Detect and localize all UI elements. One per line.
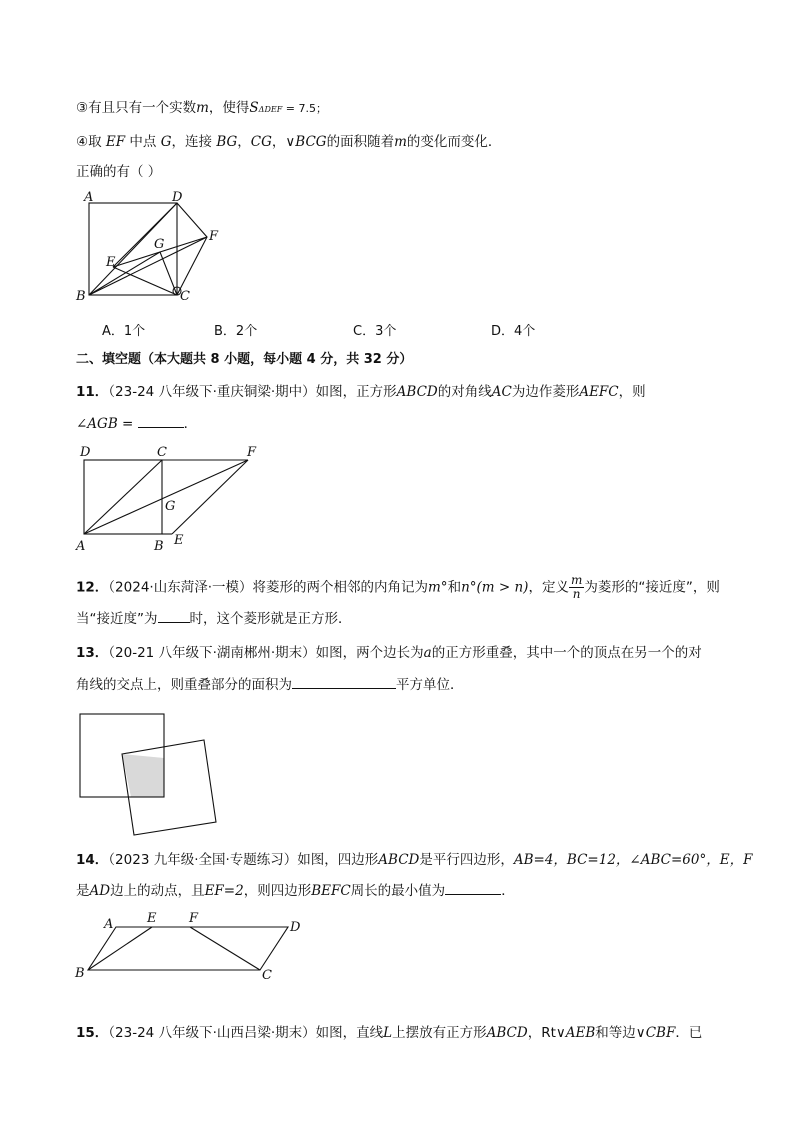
text: ，则四边形	[243, 883, 312, 899]
var: ABCD	[396, 384, 438, 400]
text: ③有且只有一个实数	[76, 100, 197, 116]
label-D: D	[290, 920, 301, 935]
source: （2024·山东菏泽·一模）	[108, 579, 253, 596]
option-d: D．4个	[491, 324, 536, 339]
q14-figure	[72, 908, 312, 983]
q10-item-4	[76, 132, 501, 152]
label-E: E	[147, 911, 157, 926]
var: ∨BCG	[285, 134, 327, 150]
text: 和等边∨	[595, 1025, 646, 1041]
text: 上摆放有正方形	[392, 1025, 487, 1041]
var: a	[423, 645, 432, 661]
source: （23-24 八年级下·重庆铜梁·期中）	[108, 384, 316, 400]
text: 和	[447, 579, 462, 596]
text: =	[117, 416, 138, 432]
var: G	[160, 134, 172, 150]
var-m: m	[196, 100, 209, 116]
label-C: C	[157, 445, 167, 460]
question-number: 15．	[76, 1025, 109, 1041]
text: 平方单位．	[396, 677, 464, 693]
text: ，使得	[208, 100, 250, 116]
fraction	[569, 574, 584, 601]
text: 边上的动点，且	[110, 883, 205, 899]
var: AEFC	[579, 384, 619, 400]
label-B: B	[154, 539, 164, 554]
text: ．	[501, 883, 515, 899]
text: 如图，直线	[315, 1025, 384, 1041]
text: 将菱形的两个相邻的内角记为	[252, 579, 428, 596]
var: ABCD	[486, 1025, 528, 1041]
text: 的正方形重叠，其中一个的顶点在另一个的对	[431, 645, 702, 661]
q13-line-1	[76, 643, 702, 663]
text: 角线的交点上，则重叠部分的面积为	[76, 677, 292, 693]
text: 当“接近度”为	[76, 611, 158, 627]
question-number: 12．	[76, 579, 109, 596]
label-C: C	[262, 968, 272, 983]
label-F: F	[247, 445, 257, 460]
text: ，	[271, 134, 286, 150]
var: CBF	[645, 1025, 676, 1041]
source: （2023 九年级·全国·专题练习）	[108, 852, 298, 868]
q15-line-1	[76, 1023, 702, 1043]
text: ，则	[618, 384, 646, 400]
label-C: C	[180, 289, 190, 304]
label-A: A	[84, 190, 94, 205]
question-number: 11．	[76, 384, 109, 400]
label-G: G	[154, 237, 165, 252]
q10-item-3	[76, 98, 327, 120]
q14-line-2	[76, 880, 515, 901]
source: （23-24 八年级下·山西吕梁·期末）	[108, 1025, 316, 1041]
label-D: D	[172, 190, 183, 205]
var: EF=2	[204, 883, 244, 899]
label-G: G	[165, 499, 176, 514]
q10-question: 正确的有（ ）	[76, 164, 162, 180]
q10-figure	[70, 190, 250, 305]
q14-line-1	[76, 850, 752, 870]
var: AD	[89, 883, 111, 899]
question-number: 13．	[76, 645, 109, 661]
var: CG	[250, 134, 272, 150]
text: = 7.5；	[282, 102, 327, 115]
text: 的面积随着	[326, 134, 395, 150]
option-a: A．1个	[102, 324, 146, 339]
q13-line-2	[76, 674, 464, 695]
var: AB=4，BC=12，∠ABC=60°，E，F	[513, 852, 753, 868]
var-S: S	[249, 100, 259, 116]
text: 的对角线	[437, 384, 492, 400]
label-A: A	[104, 917, 114, 932]
text: ，定义	[528, 579, 569, 596]
answer-blank[interactable]	[292, 674, 396, 689]
text: 是	[76, 883, 90, 899]
var: ABCD	[378, 852, 420, 868]
label-E: E	[174, 533, 184, 548]
text: ④取	[76, 134, 106, 150]
text: 周长的最小值为	[350, 883, 446, 899]
var: m°	[428, 579, 448, 596]
label-E: E	[106, 255, 116, 270]
text: 中点	[125, 134, 161, 150]
text: 为菱形的“接近度”，则	[584, 579, 720, 596]
label-B: B	[76, 289, 86, 304]
var: BG	[216, 134, 238, 150]
text: ，	[237, 134, 251, 150]
source: （20-21 八年级下·湖南郴州·期末）	[108, 645, 316, 661]
text: 如图，正方形	[315, 384, 397, 400]
option-c: C．3个	[353, 324, 397, 339]
text: 如图，四边形	[297, 852, 379, 868]
var: (m > n)	[476, 579, 529, 596]
label-D: D	[80, 445, 91, 460]
var: AC	[491, 384, 512, 400]
answer-blank[interactable]	[445, 880, 501, 895]
question-number: 14．	[76, 852, 109, 868]
var: ∠AGB	[76, 416, 118, 432]
text: ．已	[675, 1025, 703, 1041]
answer-blank[interactable]	[138, 413, 184, 428]
subscript: ΔDEF	[258, 105, 283, 114]
var: BEFC	[311, 883, 351, 899]
option-b: B．2个	[214, 324, 258, 339]
text: ，连接	[171, 134, 217, 150]
label-F: F	[209, 229, 219, 244]
text: ，Rt∨	[527, 1025, 566, 1041]
var: m	[394, 134, 407, 150]
section-title: 二、填空题（本大题共 8 小题，每小题 4 分，共 32 分）	[76, 352, 413, 367]
q11-line-1	[76, 382, 646, 402]
var: L	[383, 1025, 393, 1041]
var: n°	[461, 579, 477, 596]
fraction-numerator: m	[570, 573, 583, 587]
label-A: A	[76, 539, 86, 554]
text: 是平行四边形，	[419, 852, 514, 868]
q12-line-1	[76, 574, 720, 601]
q12-line-2	[76, 608, 352, 629]
q11-figure	[72, 440, 272, 555]
text: ．	[183, 416, 198, 432]
fraction-denominator: n	[572, 587, 581, 601]
var: EF	[105, 134, 126, 150]
q11-line-2	[76, 413, 197, 434]
text: 为边作菱形	[511, 384, 580, 400]
answer-blank[interactable]	[158, 608, 190, 623]
q13-figure	[76, 710, 226, 840]
var: AEB	[565, 1025, 596, 1041]
label-B: B	[75, 966, 85, 981]
text: 的变化而变化．	[406, 134, 502, 150]
text: 时，这个菱形就是正方形．	[189, 611, 352, 627]
text: 如图，两个边长为	[315, 645, 424, 661]
label-F: F	[189, 911, 199, 926]
